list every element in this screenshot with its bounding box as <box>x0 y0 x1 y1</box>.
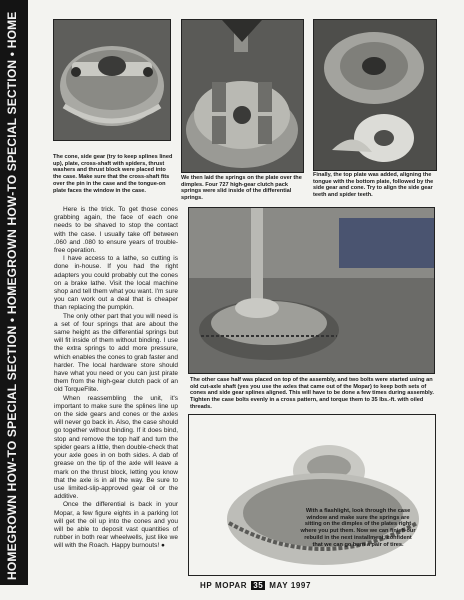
body-paragraph: The only other part that you will need is a set of four springs that are about the same height as the differential springs but will fit inside of them without binding. I use the extra springs to add more pressure, which enables the cones to grab faster and harder. The local hardware store should have what you need or you can just pirate them from the high-gear clutch pack of an old TorqueFlite. <box>54 312 178 394</box>
footer-issue-date: MAY 1997 <box>269 581 312 590</box>
photo-diff-case-cross-shaft <box>53 19 171 141</box>
caption-photo4: The other case half was placed on top of the assembly, and two bolts were started using an old cut-axle shaft (yes you use the axles that came out of the Mopar) to keep both sets of cones and side gear splines aligned. This will have to be done a few times during assembly. Tighten the case bolts evenly in a cross pattern, and torque them to 35 lbs.-ft. with oiled threads. <box>190 377 434 410</box>
body-paragraph: Once the differential is back in your Mopar, a few figure eights in a parking lot will get the oil up into the cones and you will be able to deposit vast quantities of rubber in both rear wheelwells, just like we will with the Roach. Happy burnouts! ● <box>54 501 178 550</box>
article-body <box>54 206 178 551</box>
body-paragraph: When reassembling the unit, it's important to make sure the splines line up on the side gears and cones or the axles will never go back in. Also, the case should go together without binding. If it does bind, stop and remove the top half and turn the spider gears a little, then double-check that your axle goes in on both sides. A dab of grease on the tip of the axle will leave a mark on the thrust block, letting you know that the axle is in all the way. Be sure to use limited-slip-approved gear oil or the additive. <box>54 394 178 501</box>
photo-assembled-differential-ring-gear <box>188 414 436 576</box>
page-footer <box>200 581 311 590</box>
body-paragraph: I have access to a lathe, so cutting is done in-house. If you had the right adapters you could probably cut the cones on a brake lathe. Visit the local machine shop and tell them what you want. I'm sure you can work out a deal that is cheaper than replacing the pumpkin. <box>54 255 178 312</box>
footer-page-number: 35 <box>253 581 264 590</box>
photo-springs-on-plate <box>181 19 304 173</box>
section-sidebar-banner <box>0 0 28 585</box>
caption-photo1: The cone, side gear (try to keep splines lined up), plate, cross-shaft with spiders, thrust washers and thrust block were placed into the case. Make sure that the cross-shaft fits over the pin in the case and the tongue-on plate faces the window in the case. <box>53 154 173 194</box>
caption-photo5: With a flashlight, look through the case window and make sure the springs are sitting on the dimples of the plates right where you put them. Now we can finish our rebuild in the next installment, confident that we can go burn a pair of tires. <box>300 508 416 548</box>
photo-case-half-with-axle <box>188 207 435 374</box>
sidebar-banner-text: HOMEGROWN HOW-TO SPECIAL SECTION • HOMEGROWN HOW-TO SPECIAL SECTION • HOME <box>5 11 19 580</box>
photo-top-plate-and-cone <box>313 19 437 171</box>
footer-magazine-name: HP MOPAR <box>200 581 248 590</box>
caption-photo2: We then laid the springs on the plate over the dimples. Four 727 high-gear clutch pack springs were slid inside of the differential springs. <box>181 175 302 202</box>
caption-photo3: Finally, the top plate was added, aligning the tongue with the bottom plate, followed by the side gear and cone. Try to align the side gear teeth and spider teeth. <box>313 172 434 199</box>
body-paragraph: Here is the trick. To get those cones grabbing again, the face of each one needs to be shaved to stop the contact with the case. I usually take off between .060 and .080 to ensure years of trouble-free operation. <box>54 206 178 255</box>
